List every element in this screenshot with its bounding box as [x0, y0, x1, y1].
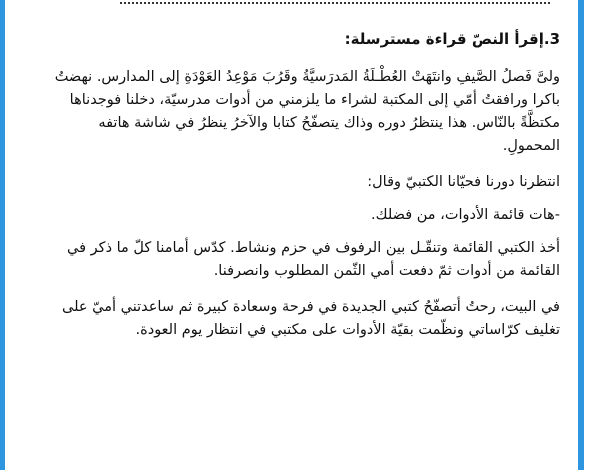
- paragraph-intro: ولىَّ فَصلُ الصَّيفِ وانتَهَتْ العُطْـلَةُ المَدرَسيَّةُ وقَرُبَ مَوْعِدُ العَوْدَةِ إلى المدارس. نهضتُ باكرا ورافقتُ أمّي إلى المكتبة لشراء ما يلزمني من أدوات مدرسيّة، دخلنا فوجدناها مكتظَّةً بالنّاس. هذا ينتظرُ دوره وذاك يتصفّحُ كتابا والآخرُ ينظرُ في شاشة هاتفه المحمولِ.: [54, 69, 560, 154]
- dotted-answer-line: [120, 2, 550, 4]
- right-frame-border: [578, 0, 584, 470]
- paragraph-bookseller: أخذ الكتبي القائمة وتنقّـل بين الرفوف في حزم ونشاط. كدّس أمامنا كلّ ما ذكر في القائمة من أدوات ثمّ دفعت أمي الثّمن المطلوب وانصرفنا.: [67, 240, 560, 279]
- exercise-heading: 3.إقرأ النصّ قراءة مسترسلة:: [344, 30, 560, 48]
- left-frame-border: [0, 0, 5, 470]
- paragraph-dialogue: -هات قائمة الأدوات، من فضلك.: [371, 207, 560, 223]
- paragraph-home: في البيت، رحتُ أتصفّحُ كتبي الجديدة في فرحة وسعادة كبيرة ثم ساعدتني أميّ على تغليف كرّاساتي ونظّمت بقيّة الأدوات على مكتبي في انتظار يوم العودة.: [62, 299, 560, 338]
- paragraph-waiting: انتظرنا دورنا فحيّانا الكتبيّ وقال:: [367, 174, 560, 190]
- reading-exercise: [50, 30, 560, 355]
